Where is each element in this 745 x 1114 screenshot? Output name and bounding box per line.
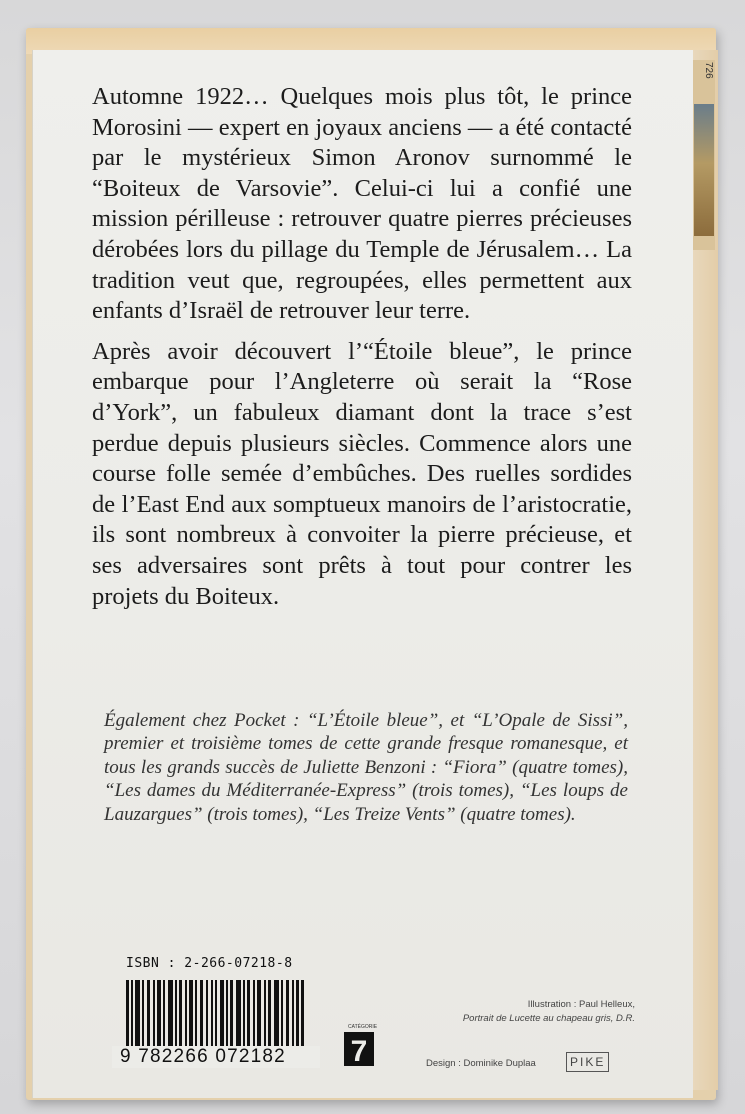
- isbn-label: ISBN : 2-266-07218-8: [126, 956, 293, 971]
- barcode-number: 9 782266 072182: [112, 1046, 320, 1068]
- also-available-note: Également chez Pocket : “L’Étoile bleue”, et “L’Opale de Sissi”, premier et troisième tomes de cette grande fresque romanesque, et tous les grands succès de Juliette Benzoni : “Fiora” (quatre tomes), “Les dames du Méditerranée-Express” (trois tomes), “Les loups de Lauzargues” (trois tomes), “Les Treize Vents” (quatre tomes).: [104, 710, 628, 825]
- svg-text:7: 7: [350, 1035, 368, 1066]
- illustration-credit: Illustration : Paul Helleux,: [527, 999, 635, 1010]
- blurb-paragraph-1: Automne 1922… Quelques mois plus tôt, le prince Morosini — expert en joyaux anciens — a été contacté par le mystérieux Simon Aronov surnommé le “Boiteux de Varsovie”. Celui-ci lui a confié une mission périlleuse : retrouver quatre pierres précieuses dérobées lors du pillage du Temple de Jérusalem… La tradition veut que, regroupées, elles permettent aux enfants d’Israël de retrouver leur terre.: [92, 83, 632, 325]
- spine-illustration: [694, 104, 714, 236]
- credits: [463, 998, 635, 1026]
- spine-number: 726: [703, 62, 714, 79]
- blurb-paragraph-2: Après avoir découvert l’“Étoile bleue”, le prince embarque pour l’Angleterre où serait la “Rose d’York”, un fabuleux diamant dont la trace s’est perdue depuis plusieurs siècles. Commence alors une course folle semée d’embûches. Des ruelles sordides de l’East End aux somptueux manoirs de l’aristocratie, ils sont nombreux à convoiter la pierre précieuse, et ses adversaires sont prêts à tout pour contrer les projets du Boiteux.: [92, 337, 632, 610]
- blurb-text: [92, 82, 632, 622]
- category-seven-logo: [344, 1032, 374, 1066]
- category-label: CATÉGORIE: [348, 1024, 378, 1030]
- publisher-mark: PIKE: [566, 1052, 609, 1072]
- portrait-credit: Portrait de Lucette au chapeau gris, D.R.: [462, 1013, 635, 1024]
- design-credit: Design : Dominike Duplaa: [426, 1058, 536, 1069]
